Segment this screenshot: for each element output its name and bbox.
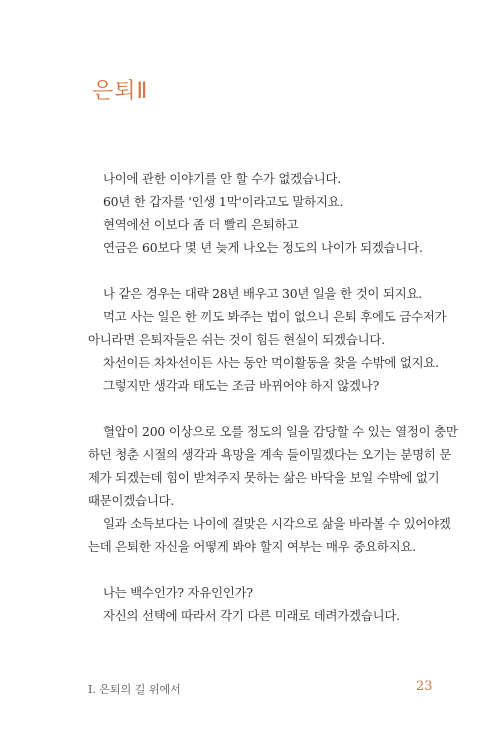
body-line: 때문이겠습니다. [88, 493, 175, 508]
page-number: 23 [416, 679, 433, 694]
body-line: 나 같은 경우는 대략 28년 배우고 30년 일을 한 것이 되지요. [103, 286, 423, 301]
body-line: 아니라면 은퇴자들은 쉬는 것이 힘든 현실이 되겠습니다. [88, 332, 385, 347]
body-line: 혈압이 200 이상으로 오를 정도의 일을 감당할 수 있는 열정이 충만 [103, 424, 458, 439]
body-line: 먹고 사는 일은 한 끼도 봐주는 법이 없으니 은퇴 후에도 금수저가 [103, 309, 447, 324]
body-line: 연금은 60보다 몇 년 늦게 나오는 정도의 나이가 되겠습니다. [103, 240, 423, 255]
body-line: 제가 되겠는데 힘이 받쳐주지 못하는 삶은 바닥을 보일 수밖에 없기 [88, 470, 440, 485]
body-line: 그렇지만 생각과 태도는 조금 바뀌어야 하지 않겠나? [103, 378, 380, 393]
body-line: 60년 한 갑자를 '인생 1막'이라고도 말하지요. [103, 194, 344, 209]
body-line: 자신의 선택에 따라서 각기 다른 미래로 데려가겠습니다. [103, 608, 400, 623]
body-line: 나이에 관한 이야기를 안 할 수가 없겠습니다. [103, 171, 342, 186]
chapter-title: 은퇴Ⅱ [92, 79, 149, 104]
body-line: 는데 은퇴한 자신을 어떻게 봐야 할지 여부는 매우 중요하지요. [88, 539, 416, 554]
body-line: 일과 소득보다는 나이에 걸맞은 시각으로 삶을 바라볼 수 있어야겠 [103, 516, 451, 531]
body-line: 현역에선 이보다 좀 더 빨리 은퇴하고 [103, 217, 299, 232]
body-line: 차선이든 차차선이든 사는 동안 먹이활동을 찾을 수밖에 없지요. [103, 355, 439, 370]
running-footer-section: Ⅰ. 은퇴의 길 위에서 [88, 683, 181, 696]
body-line: 나는 백수인가? 자유인인가? [103, 585, 253, 600]
body-line: 하던 청춘 시절의 생각과 욕망을 계속 들이밀겠다는 오기는 분명히 문 [88, 447, 452, 462]
